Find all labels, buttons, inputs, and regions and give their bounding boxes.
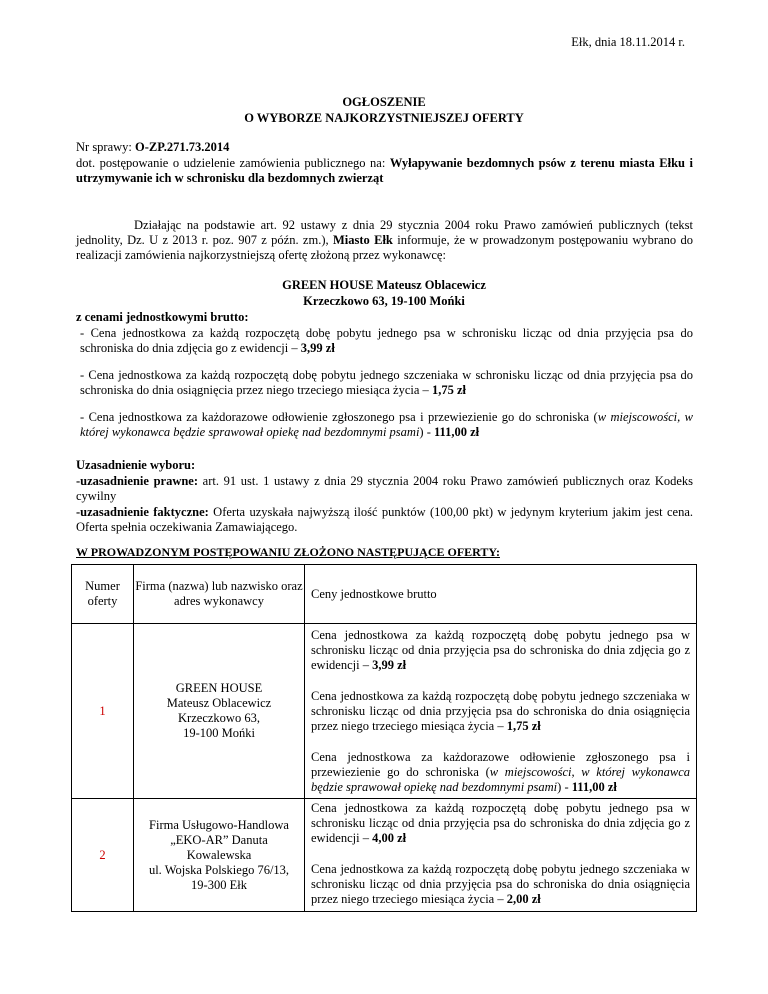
company-line: ul. Wojska Polskiego 76/13, <box>148 862 290 877</box>
winner-price-1-value: 3,99 zł <box>300 341 335 355</box>
winner-price-3-value: 111,00 zł <box>434 425 480 439</box>
legal-justification <box>76 474 693 504</box>
table-row <box>72 624 697 799</box>
page-title: OGŁOSZENIE <box>342 95 426 109</box>
offer-price-3-text: Cena jednostkowa za każdorazowe odłowienie zgłoszonego psa i przewiezienie go do schroniska ( <box>311 750 690 779</box>
offer-price-2-text: Cena jednostkowa za każdą rozpoczętą dobę pobytu jednego szczeniaka w schronisku licząc od dnia przyjęcia psa do schroniska do dnia osiągnięcia przez niego trzeciego miesiąca życia – <box>311 689 690 733</box>
offer-number: 1 <box>72 624 134 799</box>
company-line: Krzeczkowo 63, <box>178 711 260 725</box>
company-line: Firma Usługowo-Handlowa <box>149 817 289 832</box>
table-header-row <box>72 565 697 624</box>
winner-price-3-italic: w miejscowości, w której wykonawca będzie sprawował opiekę nad bezdomnymi psami <box>80 410 693 439</box>
intro-city: Miasto Ełk <box>332 233 393 247</box>
col-header-number: Numer oferty <box>72 565 134 624</box>
winner-name: GREEN HOUSE Mateusz Oblacewicz <box>282 278 486 292</box>
offer-price-2-value: 1,75 zł <box>506 719 541 733</box>
company-line: Mateusz Oblacewicz <box>166 696 272 710</box>
winner-price-1 <box>80 326 693 356</box>
col-header-prices: Ceny jednostkowe brutto <box>305 565 697 624</box>
case-subject-prefix: dot. postępowanie o udzielenie zamówienia publicznego na: <box>76 156 386 170</box>
case-label: Nr sprawy: <box>76 140 132 154</box>
intro-text-2: informuje, że w prowadzonym postępowaniu wybrano do realizacji zamówienia najkorzystniejszą ofertę złożoną przez wykonawcę: <box>76 233 693 262</box>
offers-heading: W PROWADZONYM POSTĘPOWANIU ZŁOŻONO NASTĘPUJĄCE OFERTY: <box>76 545 500 559</box>
winner-price-3 <box>80 410 693 440</box>
case-subject-title: Wyłapywanie bezdomnych psów z terenu miasta Ełku i utrzymywanie ich w schronisku dla bezdomnych zwierząt <box>76 156 693 185</box>
offer-price-1 <box>311 628 690 673</box>
legal-text: art. 91 ust. 1 ustawy z dnia 29 stycznia 2004 roku Prawo zamówień publicznych oraz Kodeks cywilny <box>76 474 694 503</box>
offer-price-2-text: Cena jednostkowa za każdą rozpoczętą dobę pobytu jednego szczeniaka w schronisku licząc od dnia przyjęcia psa do schroniska do dnia osiągnięcia przez niego trzeciego miesiąca życia – <box>311 862 690 906</box>
prices-label: z cenami jednostkowymi brutto: <box>76 310 249 324</box>
offer-price-3 <box>311 750 690 795</box>
company-line: 19-100 Mońki <box>183 726 255 740</box>
offer-price-1 <box>311 801 690 846</box>
offer-prices <box>305 799 697 912</box>
winner-price-3-text: - Cena jednostkowa za każdorazowe odłowienie zgłoszonego psa i przewiezienie go do schroniska ( <box>80 410 598 424</box>
col-header-company: Firma (nazwa) lub nazwisko oraz adres wykonawcy <box>134 565 305 624</box>
page-subtitle: O WYBORZE NAJKORZYSTNIEJSZEJ OFERTY <box>244 111 524 125</box>
company-line: 19-300 Ełk <box>191 877 247 892</box>
winner-price-2-text: - Cena jednostkowa za każdą rozpoczętą dobę pobytu jednego szczeniaka w schronisku licząc od dnia przyjęcia psa do schroniska do dnia osiągnięcia przez niego trzeciego miesiąca życia – <box>80 368 693 397</box>
offer-number: 2 <box>72 799 134 912</box>
case-number: O-ZP.271.73.2014 <box>135 140 230 154</box>
offer-price-2 <box>311 689 690 734</box>
winner-price-2 <box>80 368 693 398</box>
winner-price-2-value: 1,75 zł <box>431 383 466 397</box>
offer-price-2-value: 2,00 zł <box>506 892 541 906</box>
case-number-line <box>76 140 693 155</box>
factual-label: -uzasadnienie faktyczne: <box>76 505 209 519</box>
document-date: Ełk, dnia 18.11.2014 r. <box>571 35 685 49</box>
table-row <box>72 799 697 912</box>
intro-paragraph <box>76 218 693 263</box>
legal-label: -uzasadnienie prawne: <box>76 474 199 488</box>
offer-price-1-value: 3,99 zł <box>372 658 407 672</box>
offer-price-3-end: ) - <box>557 780 569 794</box>
justification-title: Uzasadnienie wyboru: <box>76 458 196 472</box>
intro-text-1: Działając na podstawie art. 92 ustawy z dnia 29 stycznia 2004 roku Prawo zamówień publicznych (tekst jednolity, Dz. U z 2013 r. poz. 907 z późn. zm.), <box>76 218 693 247</box>
factual-justification <box>76 505 693 535</box>
offer-price-1-text: Cena jednostkowa za każdą rozpoczętą dobę pobytu jednego psa w schronisku licząc od dnia przyjęcia psa do schroniska do dnia zdjęcia go z ewidencji – <box>311 628 690 672</box>
offer-price-1-value: 4,00 zł <box>372 831 407 845</box>
offer-price-1-text: Cena jednostkowa za każdą rozpoczętą dobę pobytu jednego psa w schronisku licząc od dnia przyjęcia psa do schroniska do dnia zdjęcia go z ewidencji – <box>311 801 690 845</box>
winner-price-3-end: ) - <box>419 425 431 439</box>
offer-price-3-italic: w miejscowości, w której wykonawca będzie sprawował opiekę nad bezdomnymi psami <box>311 765 690 794</box>
company-line: Kowalewska <box>186 847 252 862</box>
company-line: „EKO-AR” Danuta <box>170 832 268 847</box>
offer-company <box>134 799 305 912</box>
case-subject <box>76 156 693 186</box>
offer-price-3-value: 111,00 zł <box>571 780 617 794</box>
winner-address: Krzeczkowo 63, 19-100 Mońki <box>303 294 465 308</box>
offer-prices <box>305 624 697 799</box>
offer-company <box>134 624 305 799</box>
offer-price-2 <box>311 862 690 907</box>
company-line: GREEN HOUSE <box>175 681 263 695</box>
offers-table <box>71 564 697 912</box>
winner-price-1-text: - Cena jednostkowa za każdą rozpoczętą dobę pobytu jednego psa w schronisku licząc od dnia przyjęcia psa do schroniska do dnia zdjęcia go z ewidencji – <box>80 326 693 355</box>
factual-text: Oferta uzyskała najwyższą ilość punktów (100,00 pkt) w jedynym kryterium jakim jest cena. Oferta spełnia oczekiwania Zamawiającego. <box>76 505 693 534</box>
